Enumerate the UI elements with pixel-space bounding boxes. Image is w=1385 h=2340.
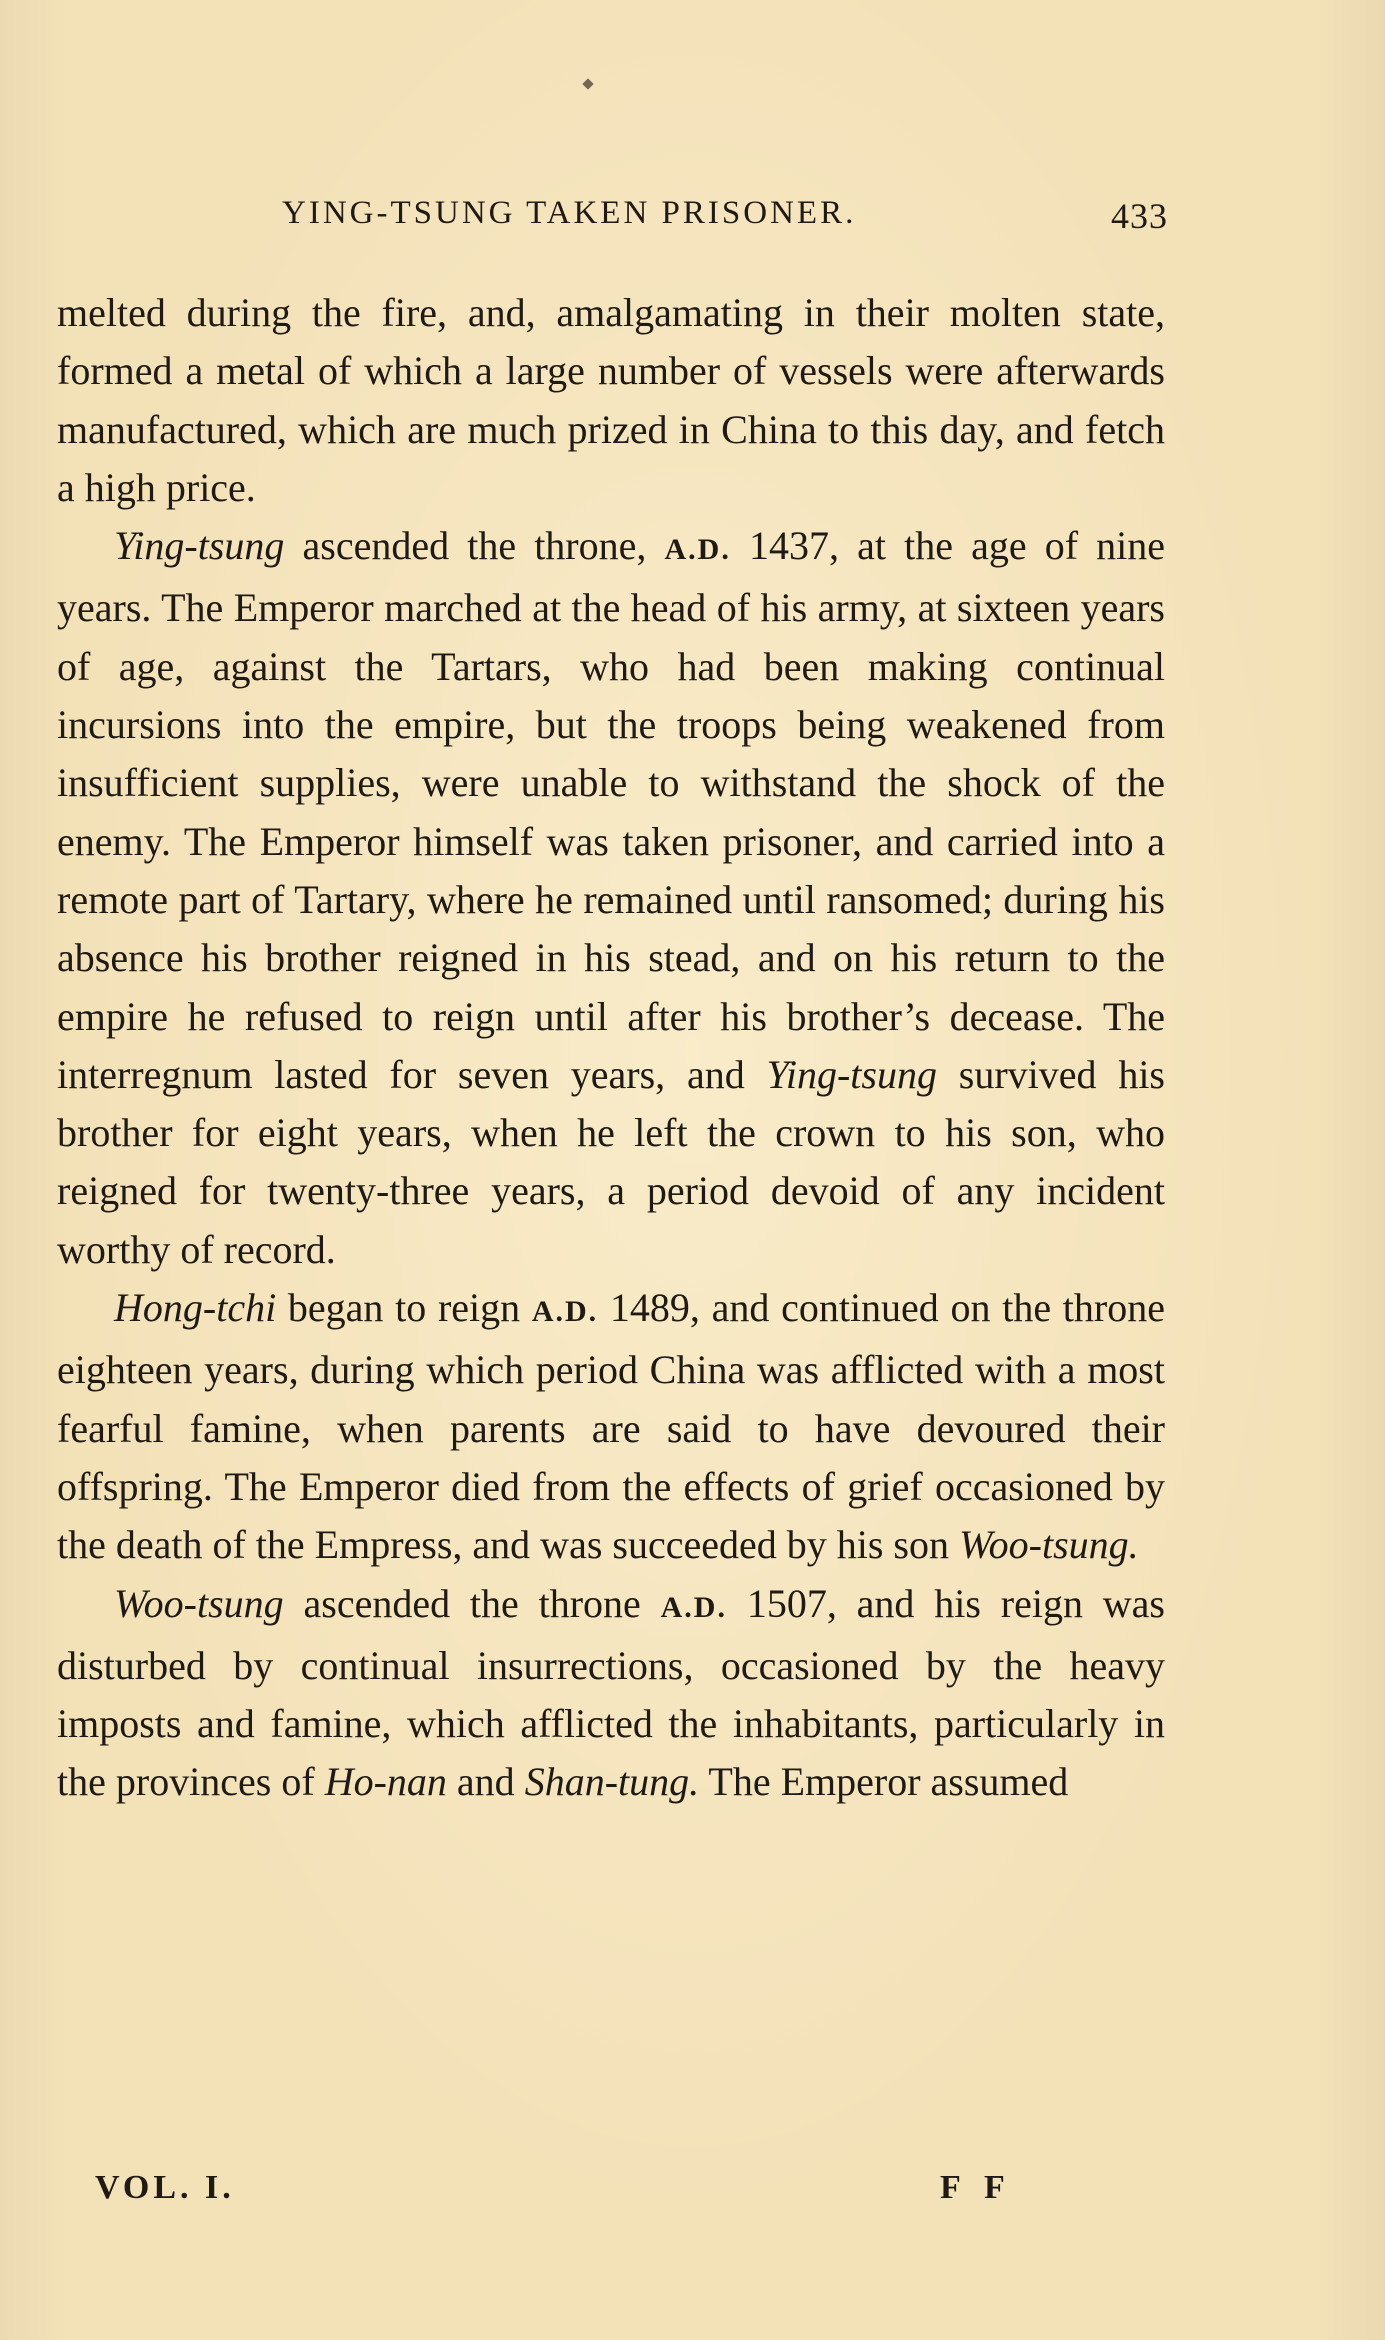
- era-abbreviation: A.D.: [664, 533, 731, 567]
- paragraph-1: melted during the fire, and, amalgamating in their molten state, formed a metal of which a large number of vessels were afterwards manufactured, which are much prized in China to this day, and fetch a high price.: [57, 290, 1165, 510]
- province-name: Ho-nan: [324, 1759, 447, 1805]
- emperor-name: Woo-tsung.: [958, 1522, 1139, 1568]
- paragraph-4: [57, 1575, 1165, 1812]
- era-abbreviation: A.D.: [660, 1590, 727, 1624]
- signature-mark: F F: [940, 2169, 1009, 2206]
- emperor-name: Hong-tchi: [114, 1285, 277, 1331]
- emperor-name: Woo-tsung: [114, 1580, 284, 1626]
- paragraph-2: [57, 517, 1165, 1279]
- paragraph-4-text-1: ascended the throne: [283, 1580, 661, 1626]
- running-title: YING-TSUNG TAKEN PRISONER.: [282, 195, 857, 231]
- emperor-name: Ying-tsung: [114, 523, 285, 569]
- province-name: Shan-tung.: [524, 1759, 700, 1805]
- printing-speck: [582, 78, 593, 89]
- paragraph-2-text-1: ascended the throne,: [284, 523, 665, 569]
- paragraph-2-text-3: survived his brother for eight years, when he left the crown to his son, who reigned for twenty-three years, a period devoid of any incident worthy of record.: [57, 1051, 1165, 1272]
- volume-label: VOL. I.: [95, 2169, 235, 2206]
- emperor-name: Ying-tsung: [766, 1051, 937, 1097]
- page-header: [270, 195, 1168, 241]
- paragraph-3-text-2: 1489, and continued on the throne eighteen years, during which period China was afflicted with a most fearful famine, when parents are said to have devoured their offspring. The Emperor died from the effects of grief occasioned by the death of the Empress, and was succeeded by his son: [57, 1285, 1165, 1568]
- page-number: 433: [1111, 196, 1168, 236]
- paragraph-2-text-2: 1437, at the age of nine years. The Emperor marched at the head of his army, at sixteen years of age, against the Tartars, who had been making continual incursions into the empire, but the troops being weakened from insufficient supplies, were unable to withstand the shock of the enemy. The Emperor himself was taken prisoner, and carried into a remote part of Tartary, where he remained until ransomed; during his absence his brother reigned in his stead, and on his return to the empire he refused to reign until after his brother’s decease. The interregnum lasted for seven years, and: [57, 523, 1166, 1097]
- page-footer: [95, 2169, 1045, 2211]
- paragraph-3-text-1: began to reign: [276, 1285, 532, 1331]
- paragraph-4-text-4: The Emperor assumed: [699, 1759, 1069, 1805]
- paragraph-4-text-2: 1507, and his reign was disturbed by continual insurrections, occasioned by the heavy imposts and famine, which afflicted the inhabitants, particularly in the provinces of: [57, 1580, 1165, 1805]
- paragraph-3: [57, 1279, 1165, 1574]
- main-text: [57, 284, 1165, 1812]
- paragraph-4-text-3: and: [446, 1759, 525, 1805]
- era-abbreviation: A.D.: [531, 1295, 599, 1329]
